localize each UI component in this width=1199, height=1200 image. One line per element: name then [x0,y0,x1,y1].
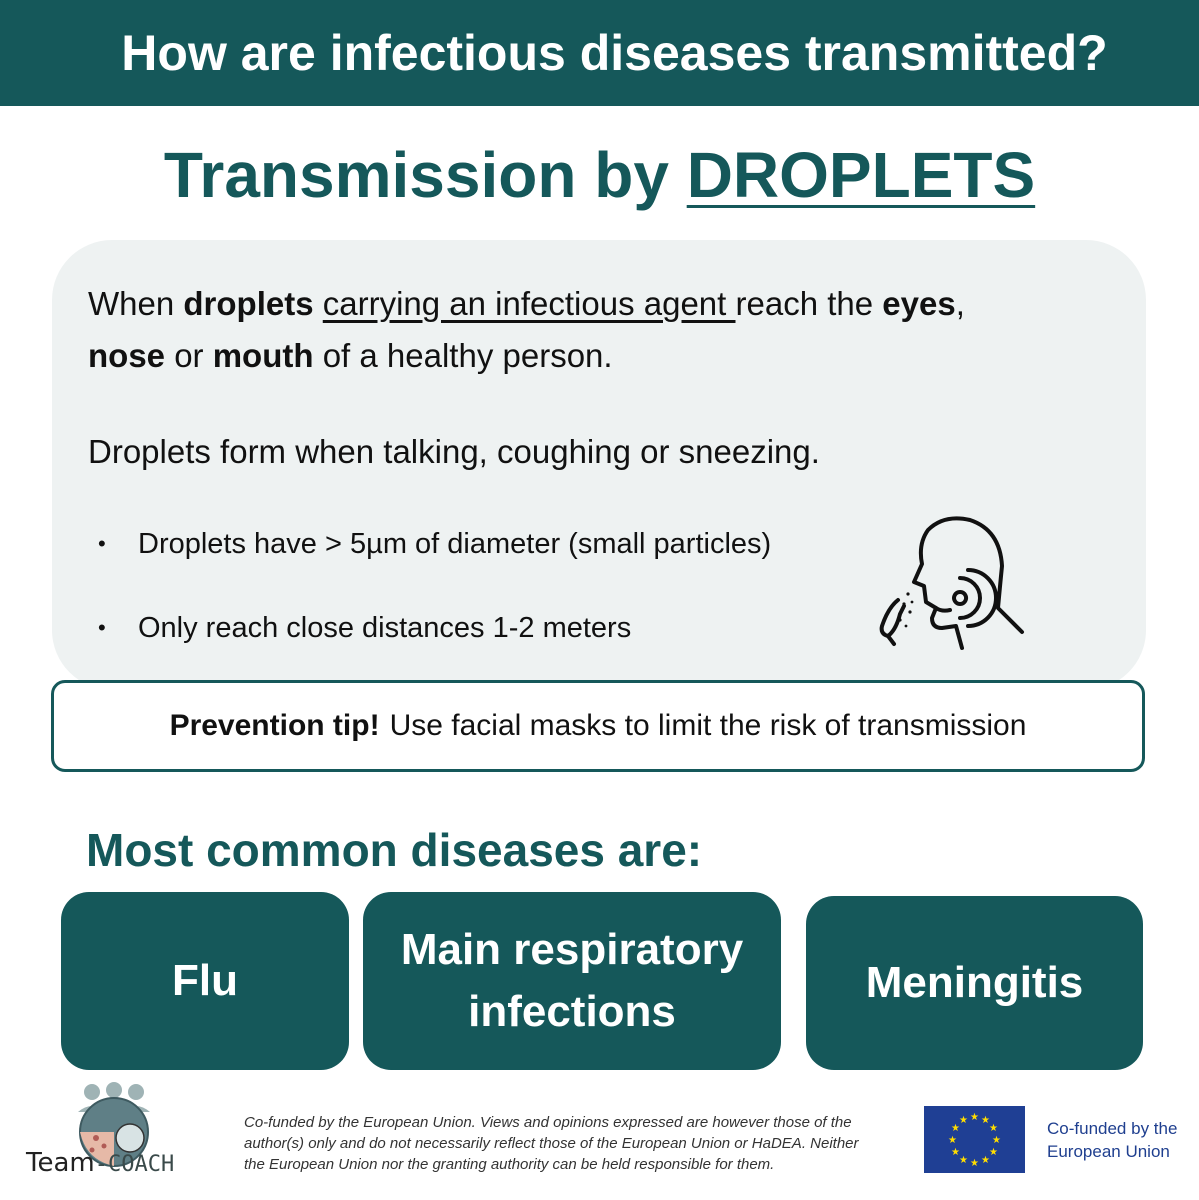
eu-cofunded-label [1047,1117,1197,1163]
text-mouth: mouth [212,337,314,374]
disease-label: Meningitis [865,958,1084,1007]
disease-box-respiratory [363,892,781,1070]
disclaimer-line: the European Union nor the granting authority can be held responsible for them. [244,1156,775,1173]
svg-text:★: ★ [951,1147,960,1158]
bullet-dot: • [98,531,106,556]
svg-text:★: ★ [959,1115,968,1126]
svg-text:★: ★ [970,1158,979,1169]
team-coach-wordmark [26,1148,174,1178]
svg-text:★: ★ [992,1135,1001,1146]
svg-text:★: ★ [959,1155,968,1166]
page-title [0,138,1199,212]
list-item [98,522,771,566]
disease-box-flu [61,892,349,1070]
header-banner [0,0,1199,106]
intro-paragraph-1 [88,278,1118,382]
eu-label-line: European Union [1047,1142,1170,1161]
disease-label-line1: Main respiratory [400,925,744,974]
eu-label-line: Co-funded by the [1047,1119,1178,1138]
page-title-prefix: Transmission by [163,139,669,211]
svg-text:★: ★ [989,1123,998,1134]
text-or: or [174,337,204,374]
disclaimer-line: Co-funded by the European Union. Views and opinions expressed are however those of the [244,1114,852,1131]
logo-coach-text: -COACH [94,1152,175,1177]
prevention-tip [51,680,1145,772]
disease-box-meningitis [806,896,1143,1070]
page-title-emphasis: DROPLETS [686,139,1036,211]
svg-text:★: ★ [970,1112,979,1123]
bullet-dot: • [98,615,106,640]
svg-text:★: ★ [948,1135,957,1146]
disclaimer-line: author(s) only and do not necessarily reflect those of the European Union or HaDEA. Neither [244,1135,859,1152]
disease-label: Flu [172,956,238,1005]
bullet-list [98,522,771,650]
intro-paragraph-2: Droplets form when talking, coughing or sneezing. [88,433,820,470]
bullet-text: Only reach close distances 1-2 meters [138,611,632,644]
tip-text: Use facial masks to limit the risk of transmission [389,709,1027,742]
svg-text:★: ★ [981,1155,990,1166]
person-coughing-icon [870,508,1030,658]
header-title: How are infectious diseases transmitted? [121,25,1108,81]
svg-text:★: ★ [981,1115,990,1126]
eu-flag-icon [924,1106,1025,1173]
text-reach: reach the [735,285,874,322]
text-nose: nose [88,337,166,374]
list-item [98,606,771,650]
text-eyes: eyes [882,285,956,322]
svg-text:★: ★ [989,1147,998,1158]
logo-team-text: Team [26,1148,95,1178]
text-when: When [88,285,175,322]
funding-disclaimer [244,1112,908,1175]
tip-label: Prevention tip! [169,709,380,742]
text-droplets: droplets [183,285,314,322]
text-comma: , [955,285,965,322]
svg-text:★: ★ [951,1123,960,1134]
diseases-heading: Most common diseases are: [86,824,703,876]
text-carrying-agent: carrying an infectious agent [322,285,736,322]
disease-label-line2: infections [468,987,676,1036]
text-healthy-person: of a healthy person. [322,337,613,374]
bullet-text: Droplets have > 5µm of diameter (small particles) [138,527,772,560]
